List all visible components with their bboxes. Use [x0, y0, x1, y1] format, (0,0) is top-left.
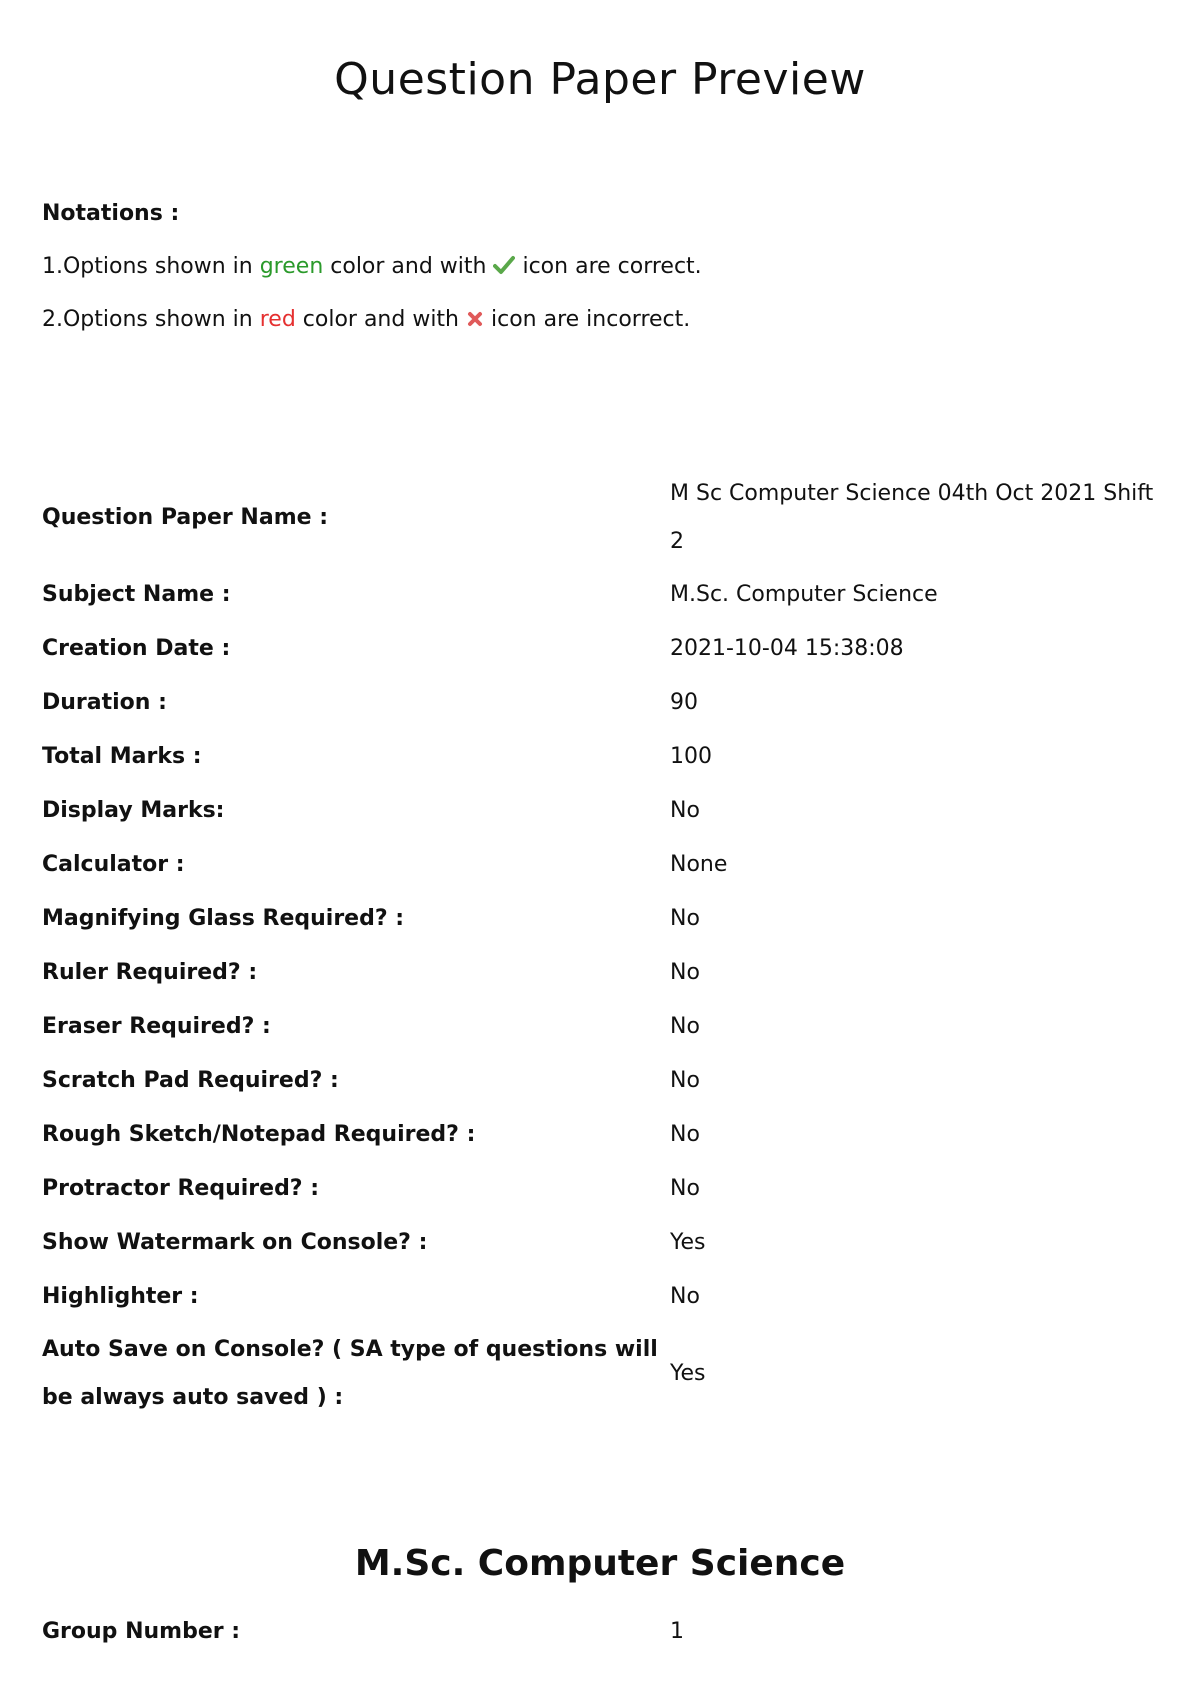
table-row — [42, 1108, 1172, 1162]
group-number-value: 1 — [670, 1619, 684, 1644]
table-row — [42, 1324, 1172, 1424]
notation-incorrect-prefix: 2.Options shown in — [42, 307, 260, 332]
info-value: 100 — [670, 744, 712, 769]
info-label: Display Marks: — [42, 798, 225, 823]
notation-green-word: green — [259, 254, 324, 279]
info-value: No — [670, 1068, 700, 1093]
info-label: Rough Sketch/Notepad Required? : — [42, 1122, 476, 1147]
table-row — [42, 1000, 1172, 1054]
info-label: Eraser Required? : — [42, 1014, 271, 1039]
info-value: No — [670, 1122, 700, 1147]
table-row — [42, 676, 1172, 730]
info-value: No — [670, 1176, 700, 1201]
info-value: No — [670, 960, 700, 985]
info-value: 2021-10-04 15:38:08 — [670, 636, 904, 661]
info-value: 90 — [670, 690, 698, 715]
info-label: Ruler Required? : — [42, 960, 258, 985]
table-row — [42, 892, 1172, 946]
notation-incorrect-suffix: icon are incorrect. — [484, 307, 691, 332]
table-row — [42, 1162, 1172, 1216]
table-row — [42, 568, 1172, 622]
table-row — [42, 622, 1172, 676]
paper-info-table — [42, 468, 1172, 1424]
info-label: Protractor Required? : — [42, 1176, 320, 1201]
group-number-label: Group Number : — [42, 1619, 241, 1644]
info-label: Creation Date : — [42, 636, 231, 661]
table-row — [42, 1216, 1172, 1270]
notations-label: Notations : — [42, 201, 180, 226]
table-row — [42, 1054, 1172, 1108]
notation-red-word: red — [259, 307, 296, 332]
info-label: Highlighter : — [42, 1284, 199, 1309]
info-value: No — [670, 906, 700, 931]
table-row — [42, 468, 1172, 568]
table-row — [42, 838, 1172, 892]
check-icon — [493, 255, 515, 281]
notation-correct — [42, 254, 702, 281]
notation-incorrect — [42, 307, 690, 334]
notation-correct-suffix: icon are correct. — [515, 254, 702, 279]
notation-correct-middle: color and with — [323, 254, 494, 279]
page-title: Question Paper Preview — [334, 54, 866, 105]
info-value: M Sc Computer Science 04th Oct 2021 Shift 2 — [670, 481, 1154, 554]
table-row — [42, 784, 1172, 838]
info-label: Auto Save on Console? ( SA type of questions will be always auto saved ) : — [42, 1337, 658, 1410]
info-label: Magnifying Glass Required? : — [42, 906, 405, 931]
table-row — [42, 946, 1172, 1000]
info-value: No — [670, 798, 700, 823]
info-value: None — [670, 852, 728, 877]
cross-icon — [466, 309, 484, 334]
info-label: Total Marks : — [42, 744, 202, 769]
info-label: Duration : — [42, 690, 167, 715]
info-value: M.Sc. Computer Science — [670, 582, 938, 607]
section-title: M.Sc. Computer Science — [354, 1543, 846, 1584]
info-value: Yes — [670, 1230, 706, 1255]
info-label: Question Paper Name : — [42, 505, 328, 530]
info-label: Subject Name : — [42, 582, 231, 607]
notation-correct-prefix: 1.Options shown in — [42, 254, 260, 279]
notation-incorrect-middle: color and with — [295, 307, 466, 332]
table-row — [42, 1270, 1172, 1324]
info-value: No — [670, 1284, 700, 1309]
table-row — [42, 730, 1172, 784]
info-label: Show Watermark on Console? : — [42, 1230, 428, 1255]
info-value: Yes — [670, 1361, 706, 1386]
info-label: Scratch Pad Required? : — [42, 1068, 339, 1093]
info-label: Calculator : — [42, 852, 185, 877]
info-value: No — [670, 1014, 700, 1039]
